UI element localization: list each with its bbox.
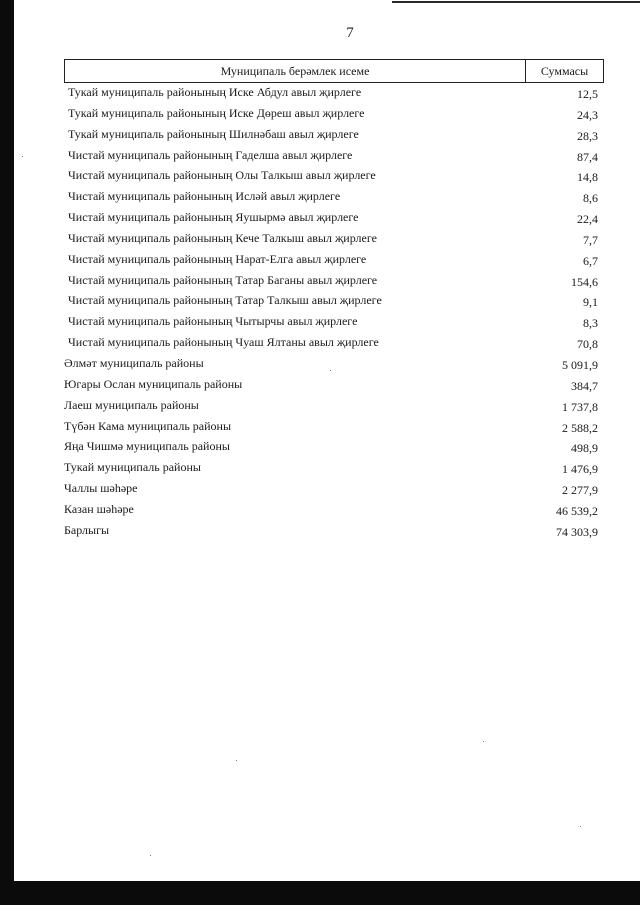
row-amount: 5 091,9 — [562, 357, 598, 372]
row-amount: 2 588,2 — [562, 420, 598, 435]
row-amount: 74 303,9 — [556, 524, 598, 539]
row-amount: 24,3 — [577, 107, 598, 122]
row-name: Чистай муниципаль районының Чытырчы авыл җирлеге — [68, 314, 358, 329]
row-amount: 22,4 — [577, 212, 598, 227]
row-amount: 87,4 — [577, 149, 598, 164]
table-row — [0, 376, 640, 397]
row-amount: 384,7 — [571, 378, 598, 393]
row-amount: 46 539,2 — [556, 503, 598, 518]
row-name: Чистай муниципаль районының Гаделша авыл җирлеге — [68, 147, 353, 162]
page-number: 7 — [346, 25, 354, 41]
row-amount: 9,1 — [583, 295, 598, 310]
table-row — [0, 313, 640, 334]
row-amount: 70,8 — [577, 337, 598, 352]
scan-top-line — [392, 1, 640, 3]
row-amount: 7,7 — [583, 232, 598, 247]
table-row — [0, 355, 640, 376]
table-row — [0, 438, 640, 459]
row-amount: 8,6 — [583, 191, 598, 206]
table-row — [0, 272, 640, 293]
row-name: Чистай муниципаль районының Яушырмә авыл җирлеге — [68, 210, 359, 225]
row-name: Чистай муниципаль районының Чуаш Ялтаны авыл җирлеге — [68, 335, 379, 350]
table-row — [0, 251, 640, 272]
row-amount: 498,9 — [571, 441, 598, 456]
table-body — [0, 84, 640, 543]
table-row — [0, 480, 640, 501]
row-name: Чистай муниципаль районының Татар Баганы авыл җирлеге — [68, 272, 378, 287]
row-amount: 6,7 — [583, 253, 598, 268]
row-amount: 2 277,9 — [562, 483, 598, 498]
row-name: Чистай муниципаль районының Исләй авыл җирлеге — [68, 189, 341, 204]
row-amount: 1 737,8 — [562, 399, 598, 414]
row-name: Чистай муниципаль районының Кече Талкыш авыл җирлеге — [68, 230, 377, 245]
column-header-sum: Суммасы — [540, 64, 589, 78]
column-header-name: Муниципаль берәмлек исеме — [65, 60, 526, 82]
table-row — [0, 501, 640, 522]
table-row — [0, 397, 640, 418]
row-amount: 12,5 — [577, 87, 598, 101]
table-row — [0, 126, 640, 147]
table-row — [0, 209, 640, 230]
scan-border-bottom — [0, 881, 640, 905]
table-row — [0, 188, 640, 209]
table-row — [0, 147, 640, 168]
row-name: Барлыгы — [64, 522, 110, 537]
table-row — [0, 334, 640, 355]
row-name: Чистай муниципаль районының Татар Талкыш авыл җирлеге — [68, 293, 382, 308]
table-row — [0, 84, 640, 105]
table-row — [0, 167, 640, 188]
table-row — [0, 105, 640, 126]
row-name: Тукай муниципаль районы — [64, 460, 201, 475]
table-row-total — [0, 522, 640, 543]
row-name: Тукай муниципаль районының Иске Дөреш авыл җирлеге — [68, 105, 365, 120]
row-name: Чистай муниципаль районының Олы Талкыш авыл җирлеге — [68, 168, 376, 183]
row-name: Югары Ослан муниципаль районы — [64, 376, 243, 391]
row-amount: 14,8 — [577, 170, 598, 185]
table-row — [0, 230, 640, 251]
row-name: Лаеш муниципаль районы — [64, 397, 199, 412]
row-name: Тукай муниципаль районының Шилнәбаш авыл җирлеге — [68, 126, 359, 141]
row-amount: 1 476,9 — [562, 462, 598, 477]
row-amount: 154,6 — [571, 274, 598, 289]
table-header — [64, 59, 604, 83]
row-name: Чаллы шәһәре — [64, 481, 138, 496]
row-amount: 28,3 — [577, 128, 598, 143]
table-row — [0, 459, 640, 480]
row-name: Тукай муниципаль районының Иске Абдул авыл җирлеге — [68, 85, 362, 99]
row-name: Түбән Кама муниципаль районы — [64, 418, 232, 433]
table-row — [0, 418, 640, 439]
row-name: Чистай муниципаль районының Нарат-Елга авыл җирлеге — [68, 251, 367, 266]
row-name: Әлмәт муниципаль районы — [64, 355, 204, 370]
row-name: Яңа Чишмә муниципаль районы — [64, 439, 230, 454]
table-row — [0, 292, 640, 313]
row-amount: 8,3 — [583, 316, 598, 331]
row-name: Казан шәһәре — [64, 501, 134, 516]
